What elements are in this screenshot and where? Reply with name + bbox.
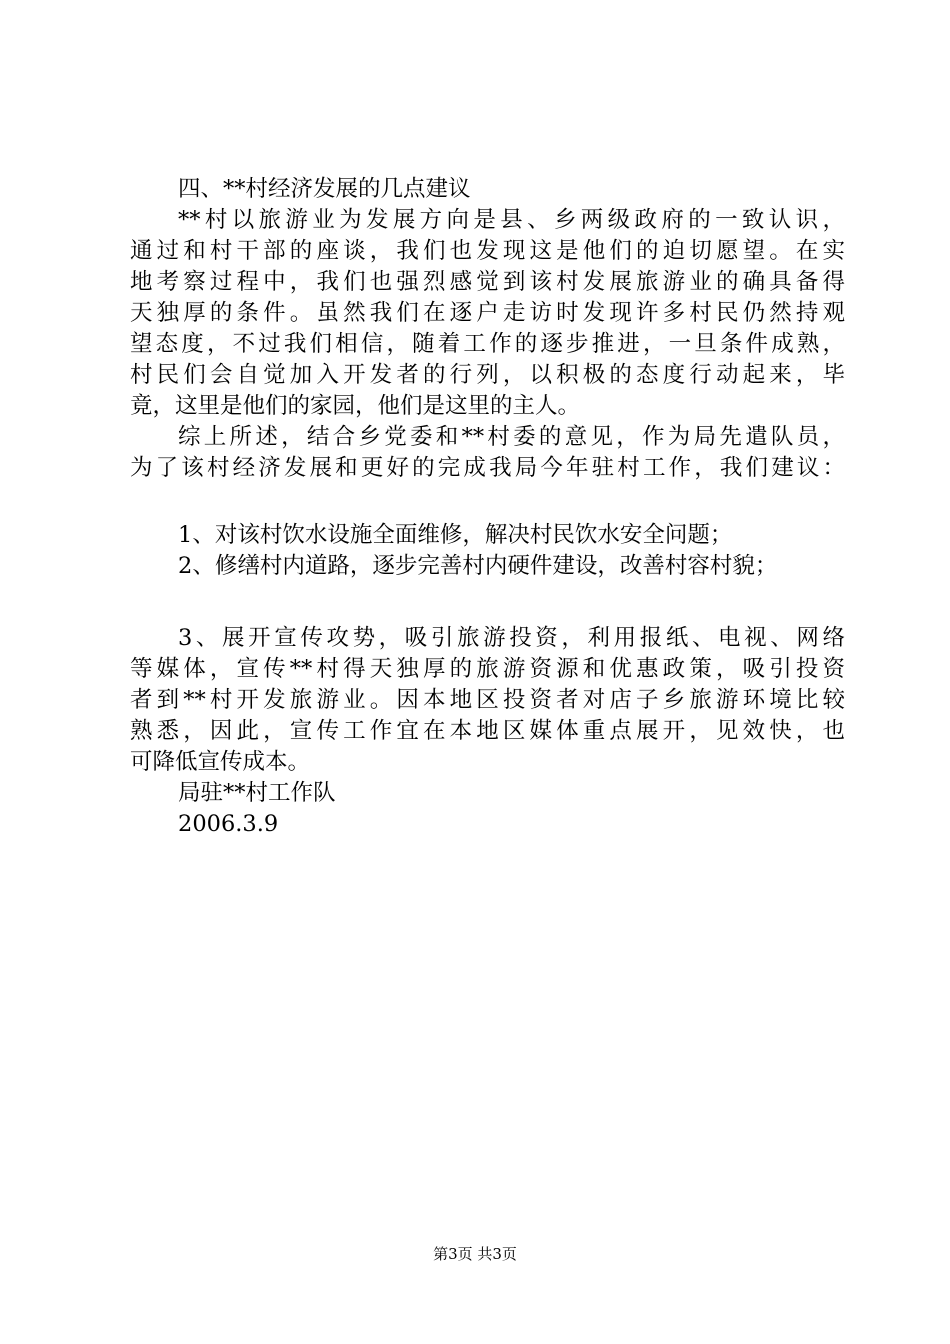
paragraph-line: 可降低宣传成本。 — [130, 749, 311, 775]
paragraph-tourism — [130, 205, 845, 422]
paragraph-line: 竟，这里是他们的家园，他们是这里的主人。 — [130, 393, 581, 419]
paragraph-line: 熟悉，因此，宣传工作宜在本地区媒体重点展开，见效快，也 — [130, 718, 845, 744]
paragraph-line: 3、展开宣传攻势，吸引旅游投资，利用报纸、电视、网络 — [178, 625, 845, 651]
suggestion-item-water: 1、对该村饮水设施全面维修，解决村民饮水安全问题； — [178, 522, 733, 548]
paragraph-line: 为了该村经济发展和更好的完成我局今年驻村工作，我们建议： — [130, 455, 845, 481]
paragraph-line: 等媒体，宣传**村得天独厚的旅游资源和优惠政策，吸引投资 — [130, 656, 845, 682]
paragraph-line: 天独厚的条件。虽然我们在逐户走访时发现许多村民仍然持观 — [130, 300, 845, 326]
spacer — [130, 484, 845, 520]
paragraph-summary — [130, 422, 845, 484]
signature-team: 局驻**村工作队 — [178, 780, 336, 806]
signature-date: 2006.3.9 — [178, 811, 279, 837]
paragraph-line: 综上所述，结合乡党委和**村委的意见，作为局先遣队员， — [178, 424, 845, 450]
paragraph-line: **村以旅游业为发展方向是县、乡两级政府的一致认识， — [178, 207, 845, 233]
paragraph-line: 通过和村干部的座谈，我们也发现这是他们的迫切愿望。在实 — [130, 238, 845, 264]
paragraph-line: 望态度，不过我们相信，随着工作的逐步推进，一旦条件成熟， — [130, 331, 845, 357]
paragraph-line: 地考察过程中，我们也强烈感觉到该村发展旅游业的确具备得 — [130, 269, 845, 295]
suggestion-item-roads: 2、修缮村内道路，逐步完善村内硬件建设，改善村容村貌； — [178, 553, 778, 579]
paragraph-line: 者到**村开发旅游业。因本地区投资者对店子乡旅游环境比较 — [130, 687, 845, 713]
spacer — [130, 582, 845, 623]
page-footer: 第3页 共3页 — [433, 1245, 517, 1263]
section-heading: 四、**村经济发展的几点建议 — [178, 176, 471, 202]
document-body — [130, 174, 845, 840]
suggestion-item-promotion — [130, 623, 845, 778]
paragraph-line: 村民们会自觉加入开发者的行列，以积极的态度行动起来，毕 — [130, 362, 845, 388]
